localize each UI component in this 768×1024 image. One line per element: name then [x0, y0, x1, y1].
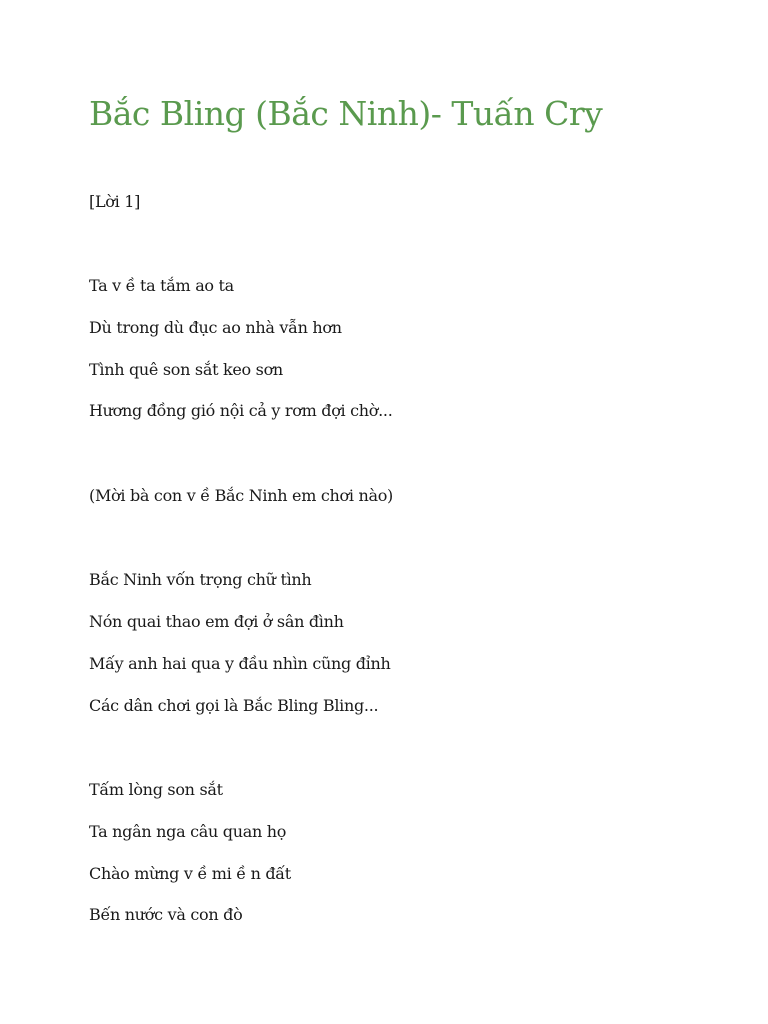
lyric-line-1: Ta v ề ta tắm ao ta — [89, 276, 234, 295]
lyric-line-5: Bắc Ninh vốn trọng chữ tình — [89, 570, 312, 589]
lyric-line-7: Mấy anh hai qua y đầu nhìn cũng đỉnh — [89, 654, 391, 673]
interlude-line: (Mời bà con v ề Bắc Ninh em chơi nào) — [89, 486, 393, 505]
lyric-line-4: Hương đồng gió nội cả y rơm đợi chờ... — [89, 401, 393, 420]
lyric-line-6: Nón quai thao em đợi ở sân đình — [89, 612, 344, 631]
lyric-line-10: Ta ngân nga câu quan họ — [89, 822, 287, 841]
lyric-line-9: Tấm lòng son sắt — [89, 780, 223, 799]
lyric-line-2: Dù trong dù đục ao nhà vẫn hơn — [89, 318, 342, 337]
lyric-line-3: Tình quê son sắt keo sơn — [89, 360, 283, 379]
song-title: Bắc Bling (Bắc Ninh)- Tuấn Cry — [89, 94, 603, 133]
lyric-line-11: Chào mừng v ề mi ề n đất — [89, 864, 291, 883]
lyric-line-12: Bến nước và con đò — [89, 905, 243, 924]
lyric-line-8: Các dân chơi gọi là Bắc Bling Bling... — [89, 696, 379, 715]
verse-label: [Lời 1] — [89, 192, 141, 211]
